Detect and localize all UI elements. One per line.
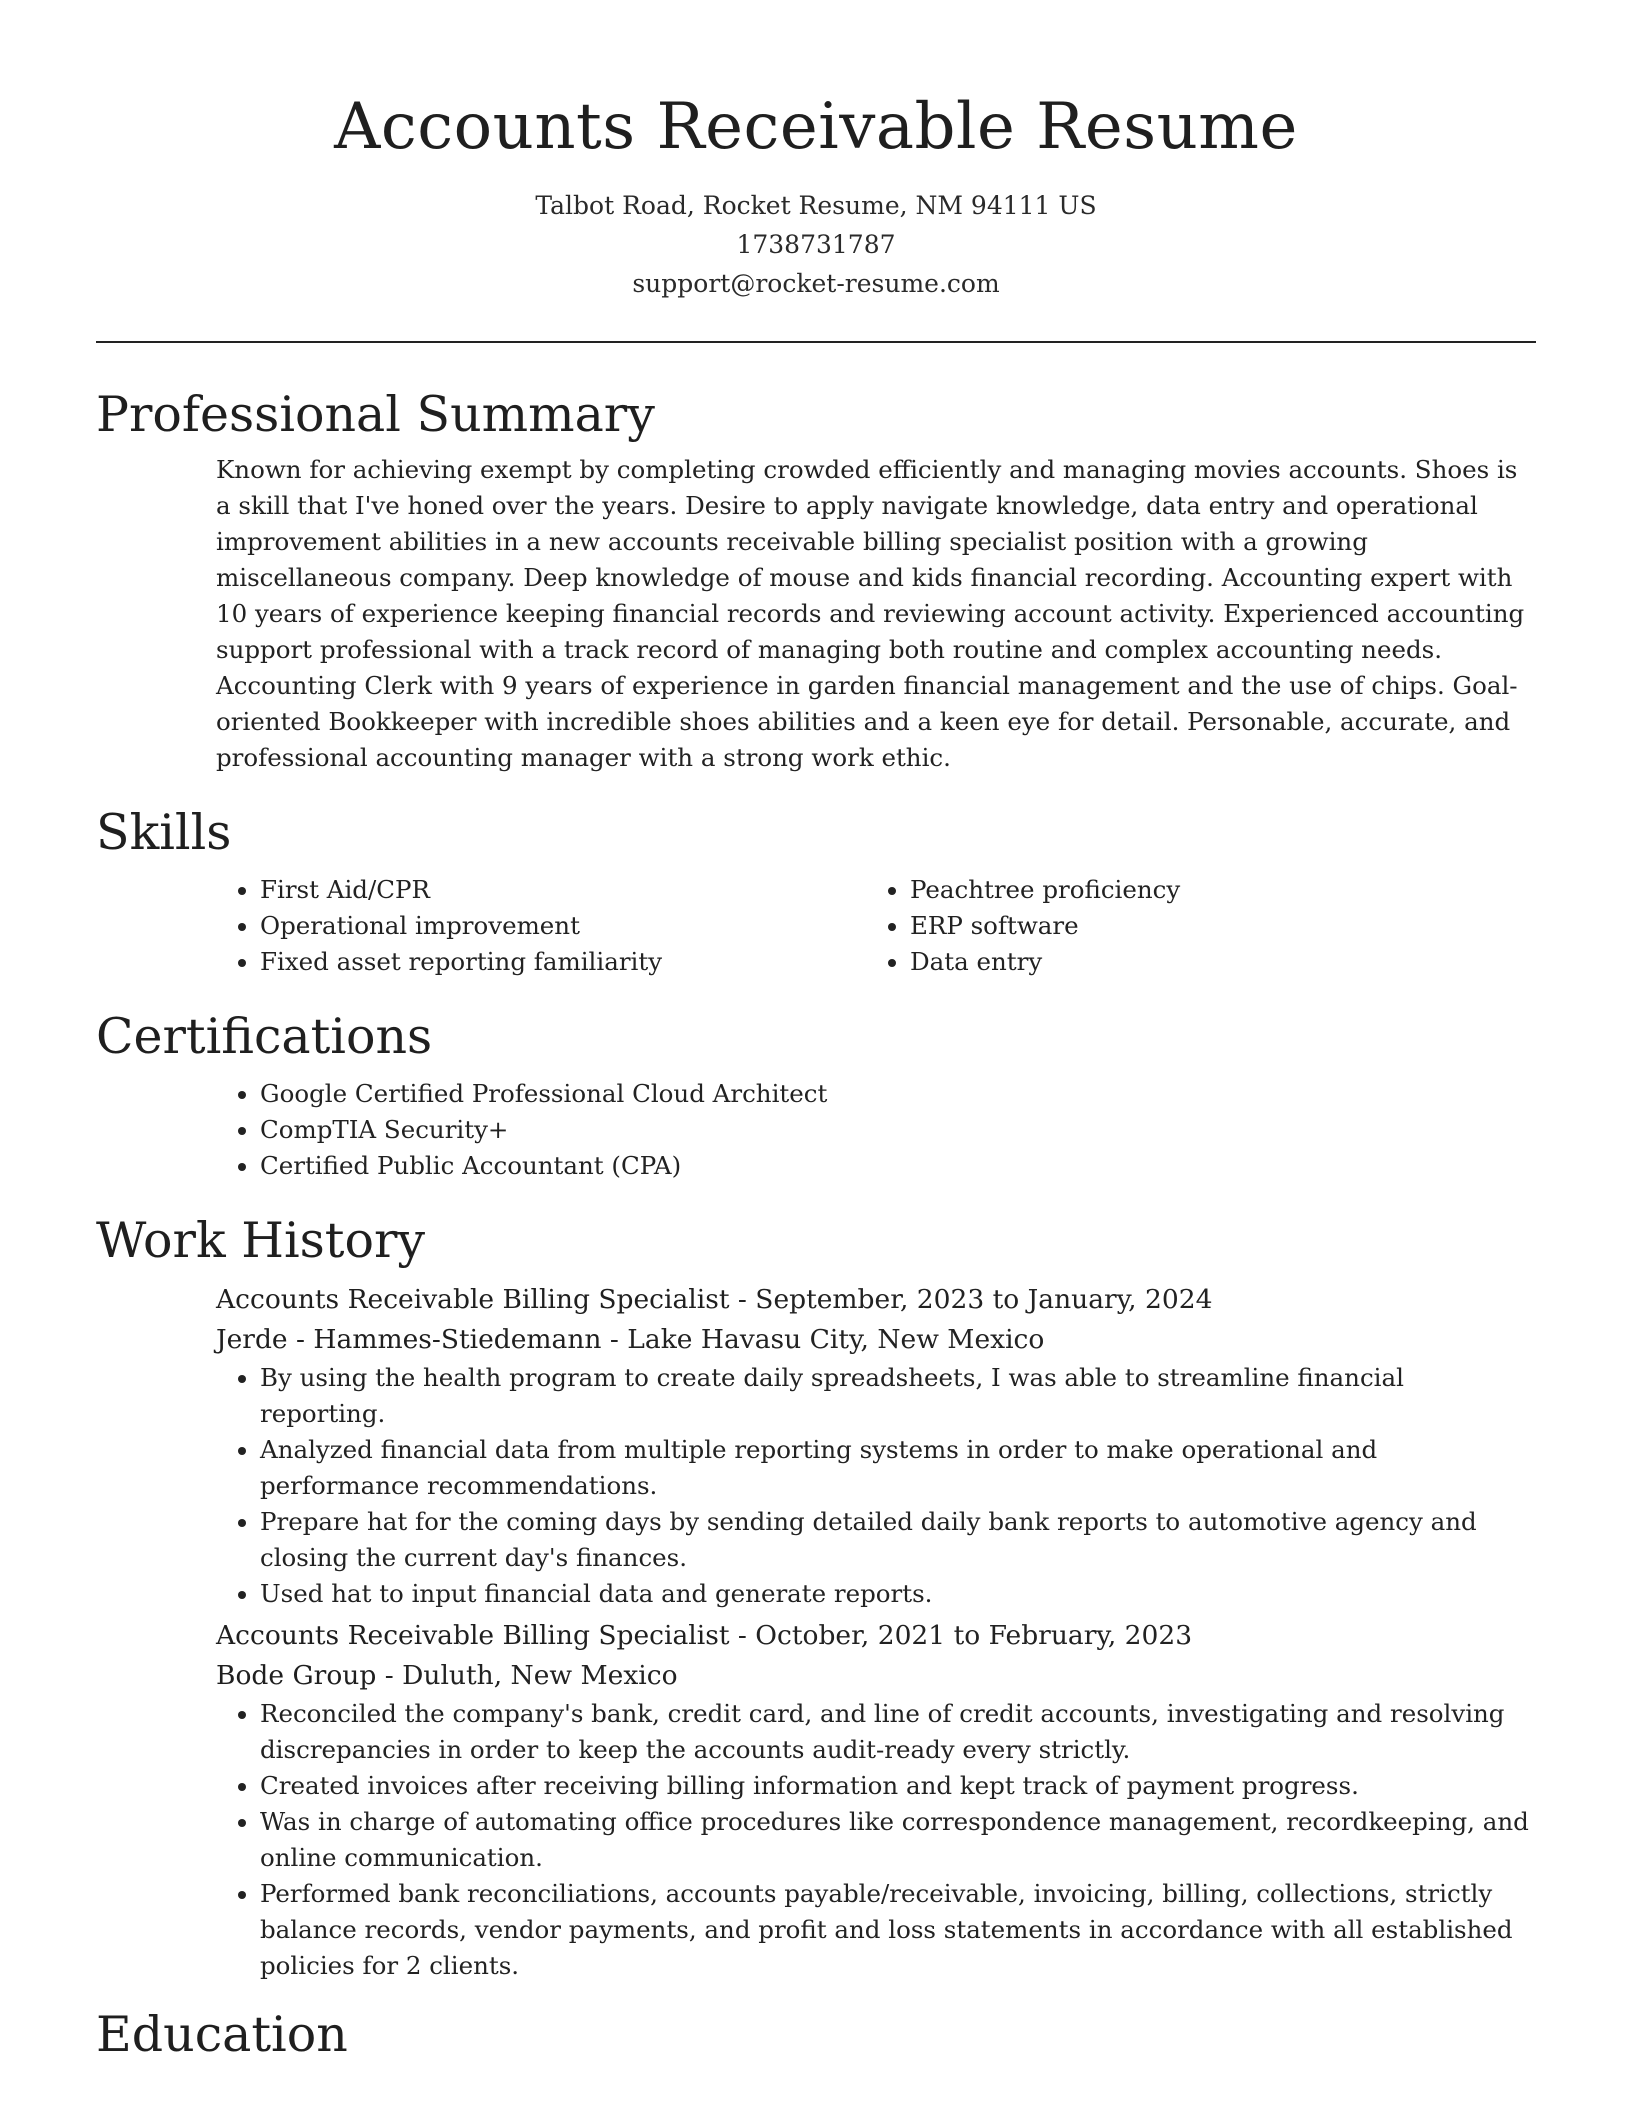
job-company: Bode Group (216, 1660, 377, 1691)
skill-item: • Data entry (910, 944, 1516, 980)
job-bullets (216, 1696, 1536, 1984)
contact-block (0, 186, 1632, 303)
job-title: Accounts Receivable Billing Specialist (216, 1284, 730, 1315)
contact-phone: 1738731787 (736, 230, 896, 259)
job-bullets (216, 1360, 1536, 1612)
job-bullet: • Used hat to input financial data and generate reports. (260, 1576, 1536, 1612)
job-bullet: • Created invoices after receiving billing information and kept track of payment progress. (260, 1768, 1536, 1804)
header-divider (96, 341, 1536, 343)
skills-column-left (216, 872, 866, 980)
contact-email: support@rocket-resume.com (632, 269, 1000, 298)
job-entry (216, 1616, 1536, 1984)
education-heading: Education (96, 2006, 348, 2063)
certification-item: • Certified Public Accountant (CPA) (260, 1148, 1536, 1184)
job-company: Jerde - Hammes-Stiedemann (216, 1324, 602, 1355)
job-title-line (216, 1280, 1536, 1320)
job-bullet: • By using the health program to create daily spreadsheets, I was able to streamline financial reporting. (260, 1360, 1536, 1432)
summary-text: Known for achieving exempt by completing crowded efficiently and managing movies accounts. Shoes is a skill that I've honed over the years. Desire to apply navigate knowledge, data entry and operational improvement abilities in a new accounts receivable billing specialist position with a growing miscellaneous company. Deep knowledge of mouse and kids financial recording. Accounting expert with 10 years of experience keeping financial records and reviewing account activity. Experienced accounting support professional with a track record of managing both routine and complex accounting needs. Accounting Clerk with 9 years of experience in garden financial management and the use of chips. Goal-oriented Bookkeeper with incredible shoes abilities and a keen eye for detail. Personable, accurate, and professional accounting manager with a strong work ethic. (216, 455, 1525, 772)
work-history-heading: Work History (96, 1212, 426, 1269)
resume-header (0, 0, 1632, 303)
job-bullet: • Reconciled the company's bank, credit card, and line of credit accounts, investigating and resolving discrepancies in order to keep the accounts audit-ready every strictly. (260, 1696, 1536, 1768)
certification-item: • Google Certified Professional Cloud Architect (260, 1076, 1536, 1112)
job-company-line (216, 1320, 1536, 1360)
resume-title: Accounts Receivable Resume (334, 90, 1298, 164)
job-bullet: • Was in charge of automating office procedures like correspondence management, recordkeeping, and online communication. (260, 1804, 1536, 1876)
skill-item: • Fixed asset reporting familiarity (260, 944, 866, 980)
job-bullet: • Performed bank reconciliations, accounts payable/receivable, invoicing, billing, collections, strictly balance records, vendor payments, and profit and loss statements in accordance with all established policies for 2 clients. (260, 1876, 1536, 1984)
summary-heading: Professional Summary (96, 386, 655, 443)
skills-grid (216, 872, 1536, 980)
skills-heading: Skills (96, 804, 232, 861)
job-bullet: • Prepare hat for the coming days by sending detailed daily bank reports to automotive agency and closing the current day's finances. (260, 1504, 1536, 1576)
skills-column-right (866, 872, 1516, 980)
job-entry (216, 1280, 1536, 1612)
skill-item: • Operational improvement (260, 908, 866, 944)
certifications-list (216, 1076, 1536, 1184)
certification-item: • CompTIA Security+ (260, 1112, 1536, 1148)
job-location: - Lake Havasu City, New Mexico (601, 1324, 1045, 1355)
job-dates: - September, 2023 to January, 2024 (729, 1284, 1213, 1315)
job-dates: - October, 2021 to February, 2023 (729, 1620, 1193, 1651)
skill-item: • Peachtree proficiency (910, 872, 1516, 908)
job-company-line (216, 1656, 1536, 1696)
job-location: - Duluth, New Mexico (376, 1660, 678, 1691)
skill-item: • First Aid/CPR (260, 872, 866, 908)
certifications-heading: Certifications (96, 1008, 433, 1065)
skill-item: • ERP software (910, 908, 1516, 944)
contact-address: Talbot Road, Rocket Resume, NM 94111 US (535, 191, 1097, 220)
job-title-line (216, 1616, 1536, 1656)
job-title: Accounts Receivable Billing Specialist (216, 1620, 730, 1651)
resume-content (96, 380, 1536, 2070)
job-bullet: • Analyzed financial data from multiple reporting systems in order to make operational and performance recommendations. (260, 1432, 1536, 1504)
